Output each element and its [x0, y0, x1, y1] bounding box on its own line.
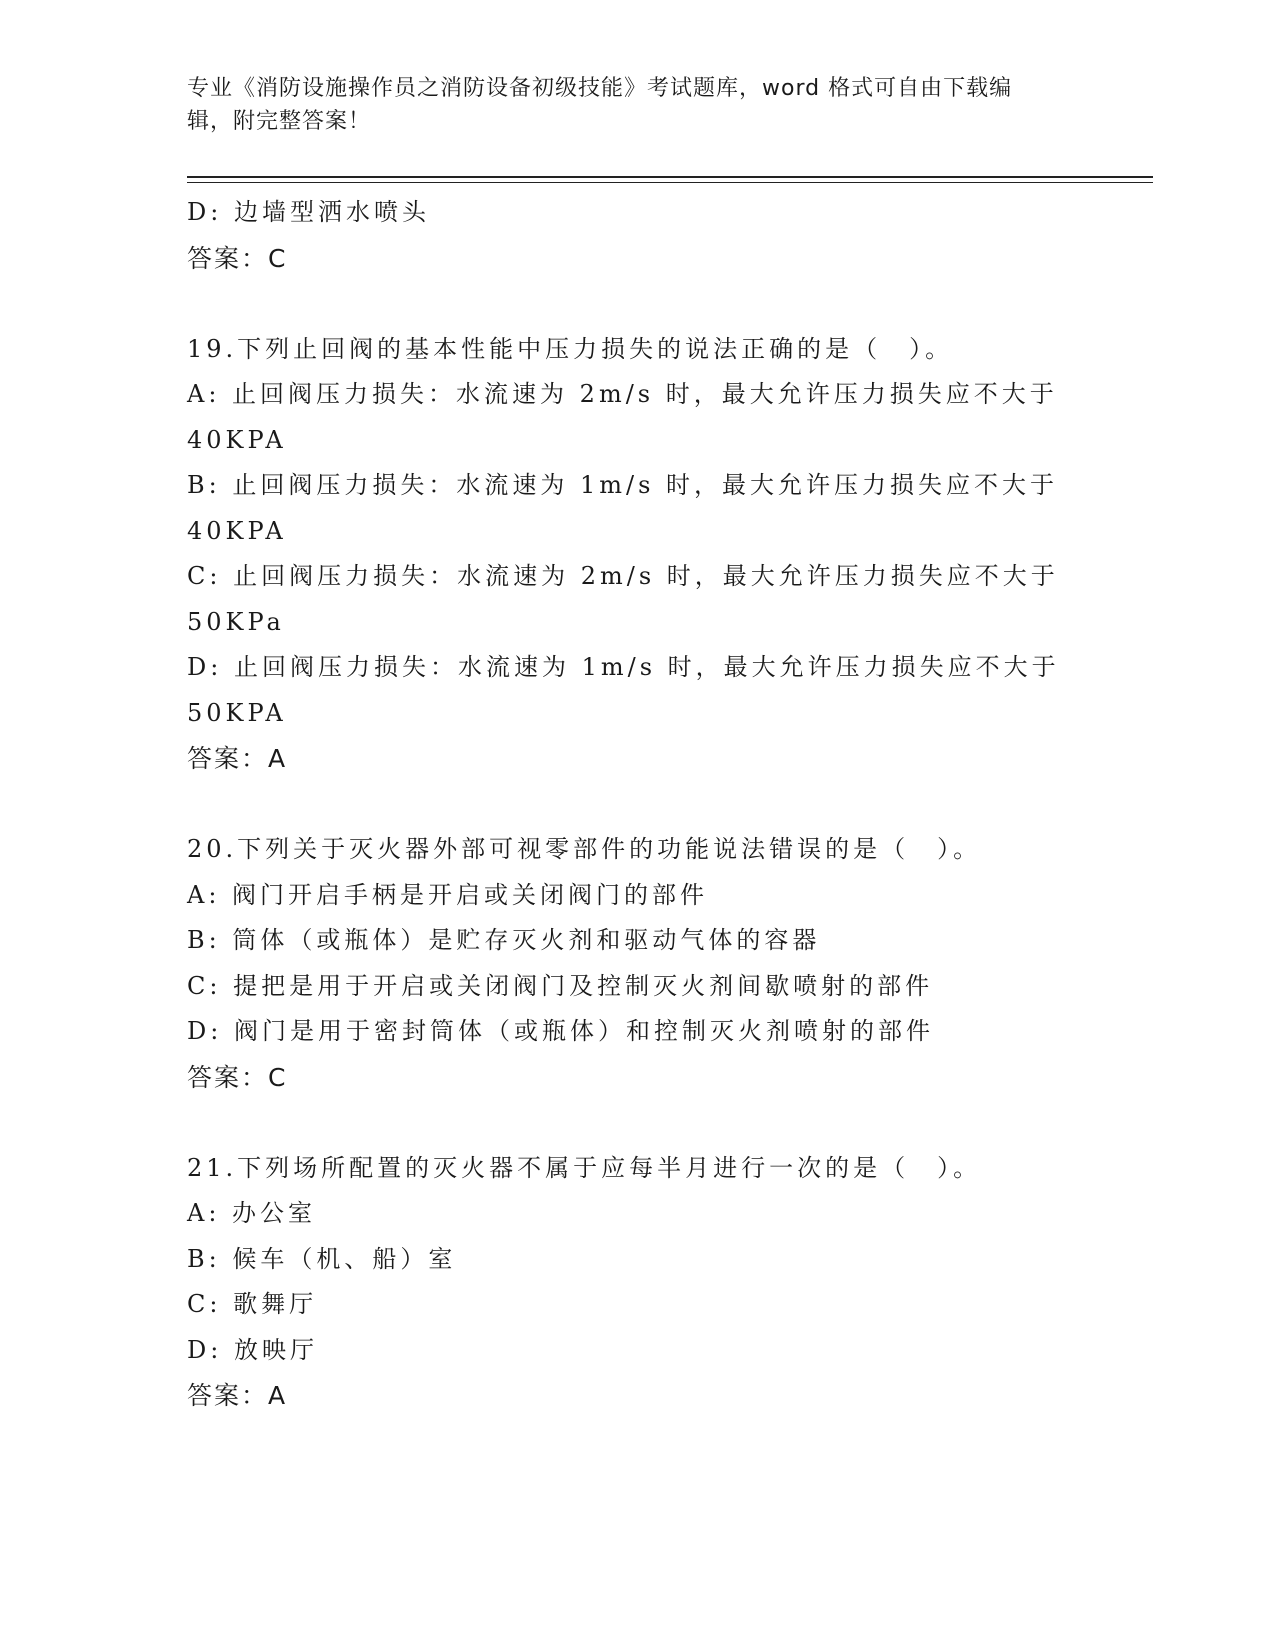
option-d: D: 止回阀压力损失：水流速为 1m/s 时，最大允许压力损失应不大于	[187, 653, 1060, 681]
option-b: B: 止回阀压力损失：水流速为 1m/s 时，最大允许压力损失应不大于	[187, 471, 1059, 499]
option-b: B: 筒体（或瓶体）是贮存灭火剂和驱动气体的容器	[187, 926, 821, 954]
option-c: C: 歌舞厅	[187, 1290, 318, 1318]
answer-line: 答案：C	[187, 243, 288, 273]
option-d-cont: 50KPA	[187, 698, 287, 727]
answer-line: 答案：C	[187, 1062, 288, 1092]
header-rule-thin	[187, 182, 1153, 183]
option-a: A: 止回阀压力损失：水流速为 2m/s 时，最大允许压力损失应不大于	[187, 380, 1058, 408]
option-c: C: 止回阀压力损失：水流速为 2m/s 时，最大允许压力损失应不大于	[187, 562, 1059, 590]
answer-line: 答案：A	[187, 744, 288, 773]
spacer	[187, 1100, 1087, 1146]
question-block-20	[187, 827, 1087, 1100]
option-b-cont: 40KPA	[187, 516, 287, 545]
option-a: A: 阀门开启手柄是开启或关闭阀门的部件	[187, 880, 709, 909]
header-line-1: 专业《消防设施操作员之消防设备初级技能》考试题库，word 格式可自由下载编	[187, 76, 1013, 101]
option-a-cont: 40KPA	[187, 425, 287, 454]
header-rule-thick	[187, 176, 1153, 178]
question-stem: 21.下列场所配置的灭火器不属于应每半月进行一次的是（ ）。	[187, 1153, 982, 1182]
option-d: D: 边墙型洒水喷头	[187, 198, 430, 226]
page-header	[187, 72, 1067, 138]
question-stem: 20.下列关于灭火器外部可视零部件的功能说法错误的是（ ）。	[187, 835, 982, 863]
question-block-19	[187, 327, 1087, 782]
option-a: A: 办公室	[187, 1199, 317, 1227]
option-c-cont: 50KPa	[187, 607, 285, 636]
question-block-18-tail	[187, 190, 1087, 281]
option-d: D: 阀门是用于密封筒体（或瓶体）和控制灭火剂喷射的部件	[187, 1017, 934, 1045]
question-stem: 19.下列止回阀的基本性能中压力损失的说法正确的是（ ）。	[187, 334, 954, 363]
header-line-2: 辑，附完整答案！	[187, 109, 372, 134]
spacer	[187, 281, 1087, 327]
answer-line: 答案：A	[187, 1381, 288, 1410]
option-c: C: 提把是用于开启或关闭阀门及控制灭火剂间歇喷射的部件	[187, 971, 934, 1000]
question-list	[187, 190, 1087, 1419]
question-block-21	[187, 1146, 1087, 1419]
spacer	[187, 782, 1087, 828]
option-d: D: 放映厅	[187, 1335, 318, 1364]
option-b: B: 候车（机、船）室	[187, 1244, 457, 1273]
